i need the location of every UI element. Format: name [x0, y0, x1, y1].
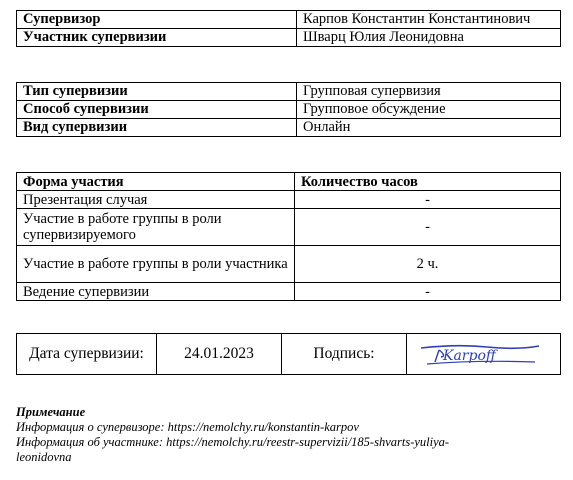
- supervision-type-value: Групповая супервизия: [297, 83, 561, 101]
- supervisor-info-line: Информация о супервизоре: https://nemolchy.ru/konstantin-karpov: [16, 420, 359, 434]
- supervision-method-value: Групповое обсуждение: [297, 101, 561, 119]
- participant-value: Шварц Юлия Леонидовна: [297, 29, 561, 47]
- table-row: [17, 191, 561, 209]
- signature-cell: [407, 334, 561, 375]
- form-cell: Участие в работе группы в роли участника: [17, 246, 295, 283]
- form-cell: Презентация случая: [17, 191, 295, 209]
- table-row: [17, 246, 561, 283]
- hours-cell: -: [295, 209, 561, 246]
- table-row: [17, 101, 561, 119]
- supervision-details-table: [16, 82, 561, 137]
- supervision-method-label: Способ супервизии: [17, 101, 297, 119]
- date-value: 24.01.2023: [157, 334, 282, 375]
- note-title: Примечание: [16, 405, 86, 419]
- date-label: Дата супервизии:: [17, 334, 157, 375]
- form-column-header: Форма участия: [17, 173, 295, 191]
- supervision-kind-value: Онлайн: [297, 119, 561, 137]
- table-row: [17, 119, 561, 137]
- table-row: [17, 29, 561, 47]
- hours-table: [16, 172, 561, 301]
- signature-text: Karpoff: [443, 348, 496, 364]
- signature-table: [16, 333, 561, 375]
- participant-label: Участник супервизии: [17, 29, 297, 47]
- form-cell: Ведение супервизии: [17, 283, 295, 301]
- participants-table: [16, 10, 561, 47]
- table-row: [17, 83, 561, 101]
- table-row: [17, 209, 561, 246]
- participant-info-line-cont: leonidovna: [16, 450, 72, 464]
- form-cell: Участие в работе группы в роли супервизируемого: [17, 209, 295, 246]
- note-block: [16, 405, 561, 465]
- signature-label: Подпись:: [282, 334, 407, 375]
- hours-cell: -: [295, 191, 561, 209]
- supervisor-value: Карпов Константин Константинович: [297, 11, 561, 29]
- hours-cell: 2 ч.: [295, 246, 561, 283]
- table-row: [17, 283, 561, 301]
- supervisor-label: Супервизор: [17, 11, 297, 29]
- supervision-type-label: Тип супервизии: [17, 83, 297, 101]
- signature-image: [417, 338, 542, 370]
- hours-cell: -: [295, 283, 561, 301]
- table-row: [17, 11, 561, 29]
- table-header-row: [17, 173, 561, 191]
- supervision-kind-label: Вид супервизии: [17, 119, 297, 137]
- participant-info-line: Информация об участнике: https://nemolchy.ru/reestr-supervizii/185-shvarts-yuliya-: [16, 435, 450, 449]
- hours-column-header: Количество часов: [295, 173, 561, 191]
- table-row: [17, 334, 561, 375]
